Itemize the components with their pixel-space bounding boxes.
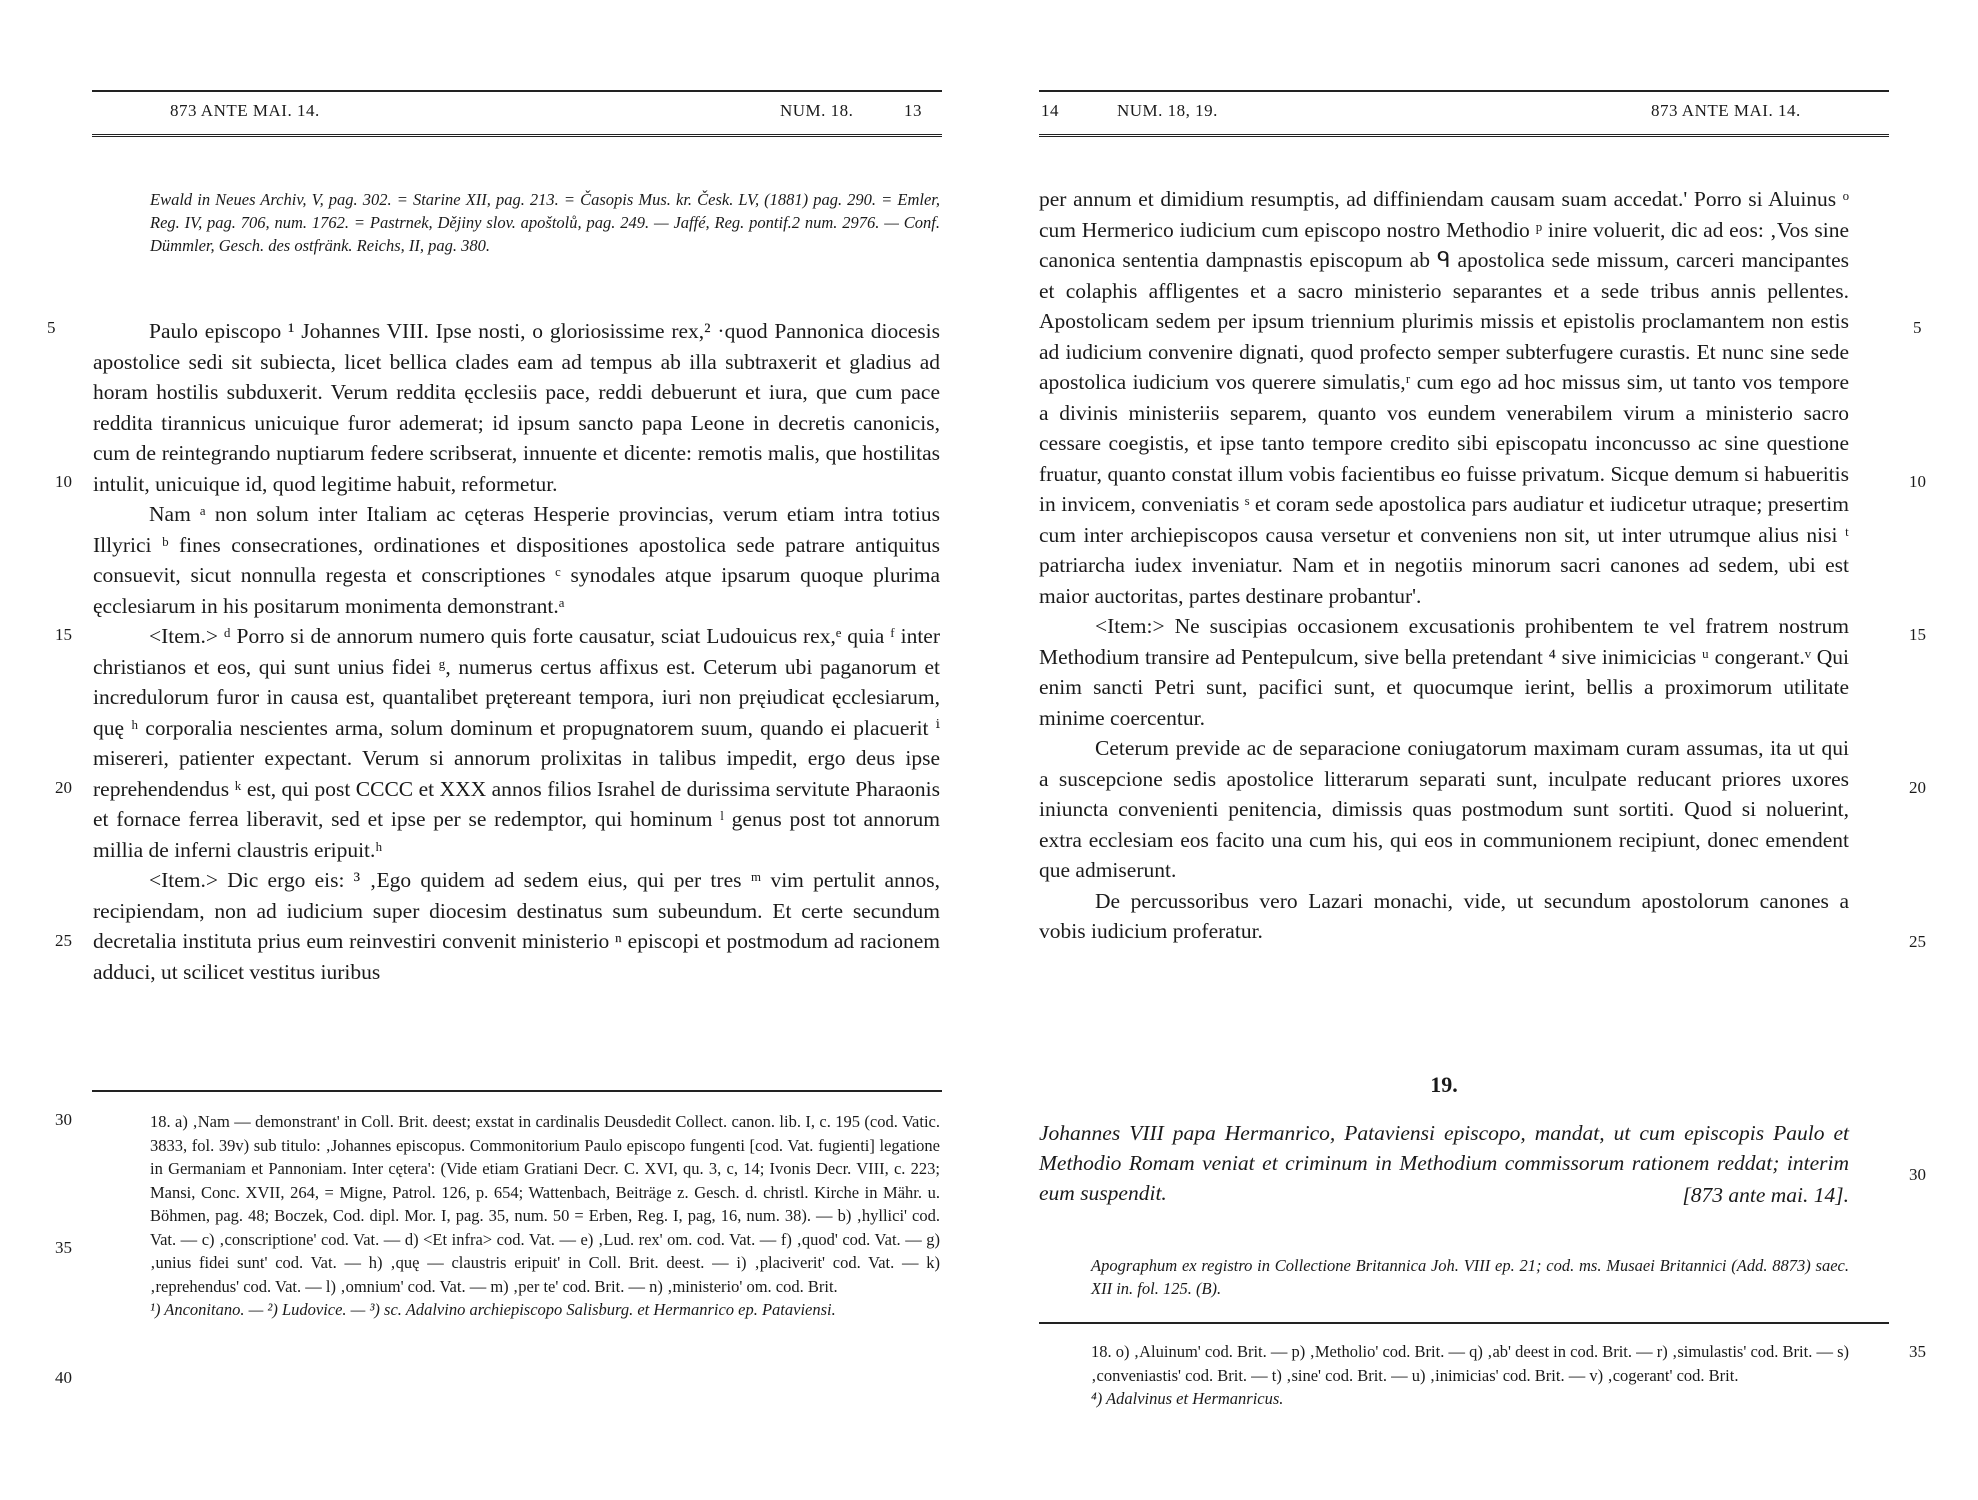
footnotes: ¹) Anconitano. — ²) Ludovice. — ³) sc. Adalvino archiepiscopo Salisburg. et Hermanrico ep. Pataviensi.: [150, 1300, 836, 1319]
variant-notes: 18. a) ‚Nam — demonstrant' in Coll. Brit. deest; exstat in cardinalis Deusdedit Collect. canon. lib. I, c. 195 (cod. Vatic. 3833, fol. 39v) sub titulo: ‚Johannes episcopus. Commonitorium Paulo episcopo fungenti [cod. Vat. fugienti] legatione in Germaniam et Pannoniam. Inter cętera': (Vide etiam Gratiani Decr. C. XVI, qu. 3, c, 14; Ivonis Decr. VIII, c. 223; Mansi, Conc. XVII, 264, = Migne, Patrol. 126, p. 654; Wattenbach, Beiträge z. Gesch. d. christl. Kirche in Mähr. u. Böhmen, pag. 48; Boczek, Cod. dipl. Mor. I, pag. 35, num. 50 = Erben, Reg. I, pag, 16, num. 38). — b) ‚hyllici' cod. Vat. — c) ‚conscriptione' cod. Vat. — d) <Et infra> cod. Vat. — e) ‚Lud. rex' om. cod. Vat. — f) ‚quod' cod. Vat. — g) ‚unius fidei sunt' cod. Vat. — h) ‚quę — claustris eripuit' in Coll. Brit. deest. — i) ‚placiverit' cod. Vat. — k) ‚reprehendus' cod. Vat. — l) ‚omnium' cod. Vat. — m) ‚per te' cod. Brit. — n) ‚ministerio' om. cod. Brit.: [150, 1112, 940, 1296]
line-number: 5: [47, 318, 56, 337]
paragraph: Nam ᵃ non solum inter Italiam ac cęteras Hesperie provincias, verum etiam intra totius Illyrici ᵇ fines consecrationes, ordinationes et dispositiones apostolica sede patrare antiquitus consuevit, sicut nonnulla regesta et conscriptiones ᶜ synodales atque ipsarum quoque plurima ęcclesiarum in his positarum monimenta demonstrant.ᵃ: [93, 502, 940, 618]
summary-text: Johannes VIII papa Hermanrico, Pataviensi episcopo, mandat, ut cum episcopis Paulo et Methodio Romam veniat et criminum in Methodium commissorum rationem reddat; interim eum suspendit.: [1039, 1121, 1849, 1205]
footnote-separator: [1039, 1322, 1889, 1324]
line-number: 20: [1909, 778, 1926, 797]
running-header: [1039, 90, 1889, 137]
line-number: 15: [55, 625, 72, 644]
header-num: NUM. 18, 19.: [1117, 101, 1218, 120]
line-number: 10: [1909, 472, 1926, 491]
paragraph: Paulo episcopo ¹ Johannes VIII. Ipse nosti, o gloriosissime rex,² ·quod Pannonica diocesis apostolice sedi sit subiecta, licet bellica clades eam ad tempus ab illa subtraxerit et gladius ad horam hostilis subduxerit. Verum reddita ęcclesiis pace, reddi debuerunt et iura, que cum pace reddita tirannicus unicuique furor ademerat; id ipsum sancto papa Leone in decretis canonicis, cum de reintegrando nuptiarum federe scribserat, innuente et dicente: remotis malis, que hostilitas intulit, unicuique id, quod legitime habuit, reformetur.: [93, 319, 940, 496]
line-number: 30: [55, 1110, 72, 1129]
line-number: 25: [1909, 932, 1926, 951]
document-number: 19.: [1430, 1072, 1458, 1097]
line-number: 25: [55, 931, 72, 950]
line-number: 35: [1909, 1342, 1926, 1361]
document-summary: [1039, 1118, 1849, 1210]
dateline: [873 ante mai. 14].: [1682, 1183, 1849, 1207]
header-date: 873 ANTE MAI. 14.: [1651, 101, 1801, 120]
line-number: 30: [1909, 1165, 1926, 1184]
paragraph: <Item.> ᵈ Porro si de annorum numero quis forte causatur, sciat Ludouicus rex,ᵉ quia ᶠ inter christianos et eos, qui sunt unius fidei ᵍ, numerus certus affixus est. Ceterum ubi paganorum et incredulorum furor in causa est, quantalibet prętereant tempora, iuri non pręiudicat ęcclesiarum, quę ʰ corporalia nescientes arma, solum dominum et propugnatorem suum, quando ei placuerit ⁱ misereri, patienter expectant. Verum si annorum prolixitas in talibus impedit, ergo deus ipse reprehendendus ᵏ est, qui post CCCC et XXX annos filios Israhel de durissima servitute Pharaonis et fornace ferrea liberavit, sed et ipse per se redemptor, qui hominum ˡ genus post tot annorum millia de inferni claustris eripuit.ʰ: [93, 624, 940, 862]
paragraph: De percussoribus vero Lazari monachi, vide, ut secundum apostolorum canones a vobis iudicium proferatur.: [1039, 888, 1849, 943]
line-number: 5: [1913, 318, 1922, 337]
footnotes: ⁴) Adalvinus et Hermanricus.: [1091, 1389, 1284, 1408]
paragraph: <Item.> Dic ergo eis: ³ ‚Ego quidem ad sedem eius, qui per tres ᵐ vim pertulit annos, recipiendam, non ad iudicium super diocesim destinatus sum subeundum. Et certe secundum decretalia instituta prius eum reinvestiri convenit ministerio ⁿ episcopi et postmodum ad racionem adduci, ut scilicet vestitus iuribus: [93, 868, 940, 984]
critical-apparatus: [1091, 1340, 1849, 1411]
critical-apparatus: [150, 1110, 940, 1322]
source-references: Ewald in Neues Archiv, V, pag. 302. = Starine XII, pag. 213. = Časopis Mus. kr. Česk. LV, (1881) pag. 290. = Emler, Reg. IV, pag. 706, num. 1762. = Pastrnek, Dějiny slov. apoštolů, pag. 249. — Jaffé, Reg. pontif.2 num. 2976. — Conf. Dümmler, Gesch. des ostfränk. Reichs, II, pag. 380.: [150, 190, 940, 255]
line-number: 15: [1909, 625, 1926, 644]
page-number: 13: [904, 101, 922, 120]
header-date: 873 ANTE MAI. 14.: [170, 101, 320, 120]
line-number: 10: [55, 472, 72, 491]
page-number: 14: [1041, 101, 1059, 120]
main-text: [1039, 184, 1849, 947]
variant-notes: 18. o) ‚Aluinum' cod. Brit. — p) ‚Metholio' cod. Brit. — q) ‚ab' deest in cod. Brit. — r) ‚simulastis' cod. Brit. — s) ‚conveniastis' cod. Brit. — t) ‚sine' cod. Brit. — u) ‚inimicias' cod. Brit. — v) ‚cogerant' cod. Brit.: [1091, 1342, 1849, 1385]
header-num: NUM. 18.: [780, 101, 854, 120]
main-text: [93, 316, 940, 987]
right-page: [989, 0, 1978, 1500]
line-number: 35: [55, 1238, 72, 1257]
line-number: 20: [55, 778, 72, 797]
paragraph: per annum et dimidium resumptis, ad diffiniendam causam suam accedat.' Porro si Aluinus ᵒ cum Hermerico iudicium cum episcopo nostro Methodio ᵖ inire voluerit, dic ad eos: ‚Vos sine canonica sententia dampnastis episcopum ab ᑫ apostolica sede missum, carceri mancipantes et colaphis affligentes et a sacro ministerio separantes et a sede tribus annis pellentes. Apostolicam sedem per ipsum triennium plurimis missis et epistolis proclamantem non estis ad iudicium convenire dignati, quod profecto semper subterfugere curastis. Et nunc sine sede apostolica iudicium vos querere simulatis,ʳ cum ego ad hoc missus sim, ut tanto vos tempore a divinis ministeriis separem, quanto vos eundem venerabilem virum a ministerio sacro cessare coegistis, et ipse tanto tempore credito sibi episcopatu inconcusso ac sine questione fruatur, quanto constat illum vobis facientibus eo fuisse privatum. Sicque demum si habueritis in invicem, conveniatis ˢ et coram sede apostolica pars audiatur et iudicetur utraque; presertim cum inter archiepiscopos causa versetur et conveniens non sit, ut inter utrumque alius nisi ᵗ patriarcha iudex inveniatur. Nam et in negotiis minorum sacri canones ad sedem, ubi est maior auctoritas, partes destinare probantur'.: [1039, 187, 1849, 608]
manuscript-source: Apographum ex registro in Collectione Britannica Joh. VIII ep. 21; cod. ms. Musaei Britannici (Add. 8873) saec. XII in. fol. 125. (B).: [1091, 1256, 1849, 1298]
line-number: 40: [55, 1368, 72, 1387]
paragraph: Ceterum previde ac de separacione coniugatorum maximam curam assumas, ita ut qui a suscepcione sedis apostolice litterarum separati sunt, inculpate reducant priores uxores iniuncta convenienti penitencia, dimissis quas postmodum sunt sortiti. Quod si noluerint, extra ecclesiam eos facito una cum his, qui eos in communionem recipiunt, donec emendent que admiserunt.: [1039, 736, 1849, 882]
running-header: [92, 90, 942, 137]
footnote-separator: [92, 1090, 942, 1092]
paragraph: <Item:> Ne suscipias occasionem excusationis prohibentem te vel fratrem nostrum Methodium transire ad Pentepulcum, sive bella pretendant ⁴ sive inimicicias ᵘ congerant.ᵛ Qui enim sancti Petri sunt, pacifici sunt, et quocumque ierint, bellis a proximorum utilitate minime coercentur.: [1039, 614, 1849, 730]
